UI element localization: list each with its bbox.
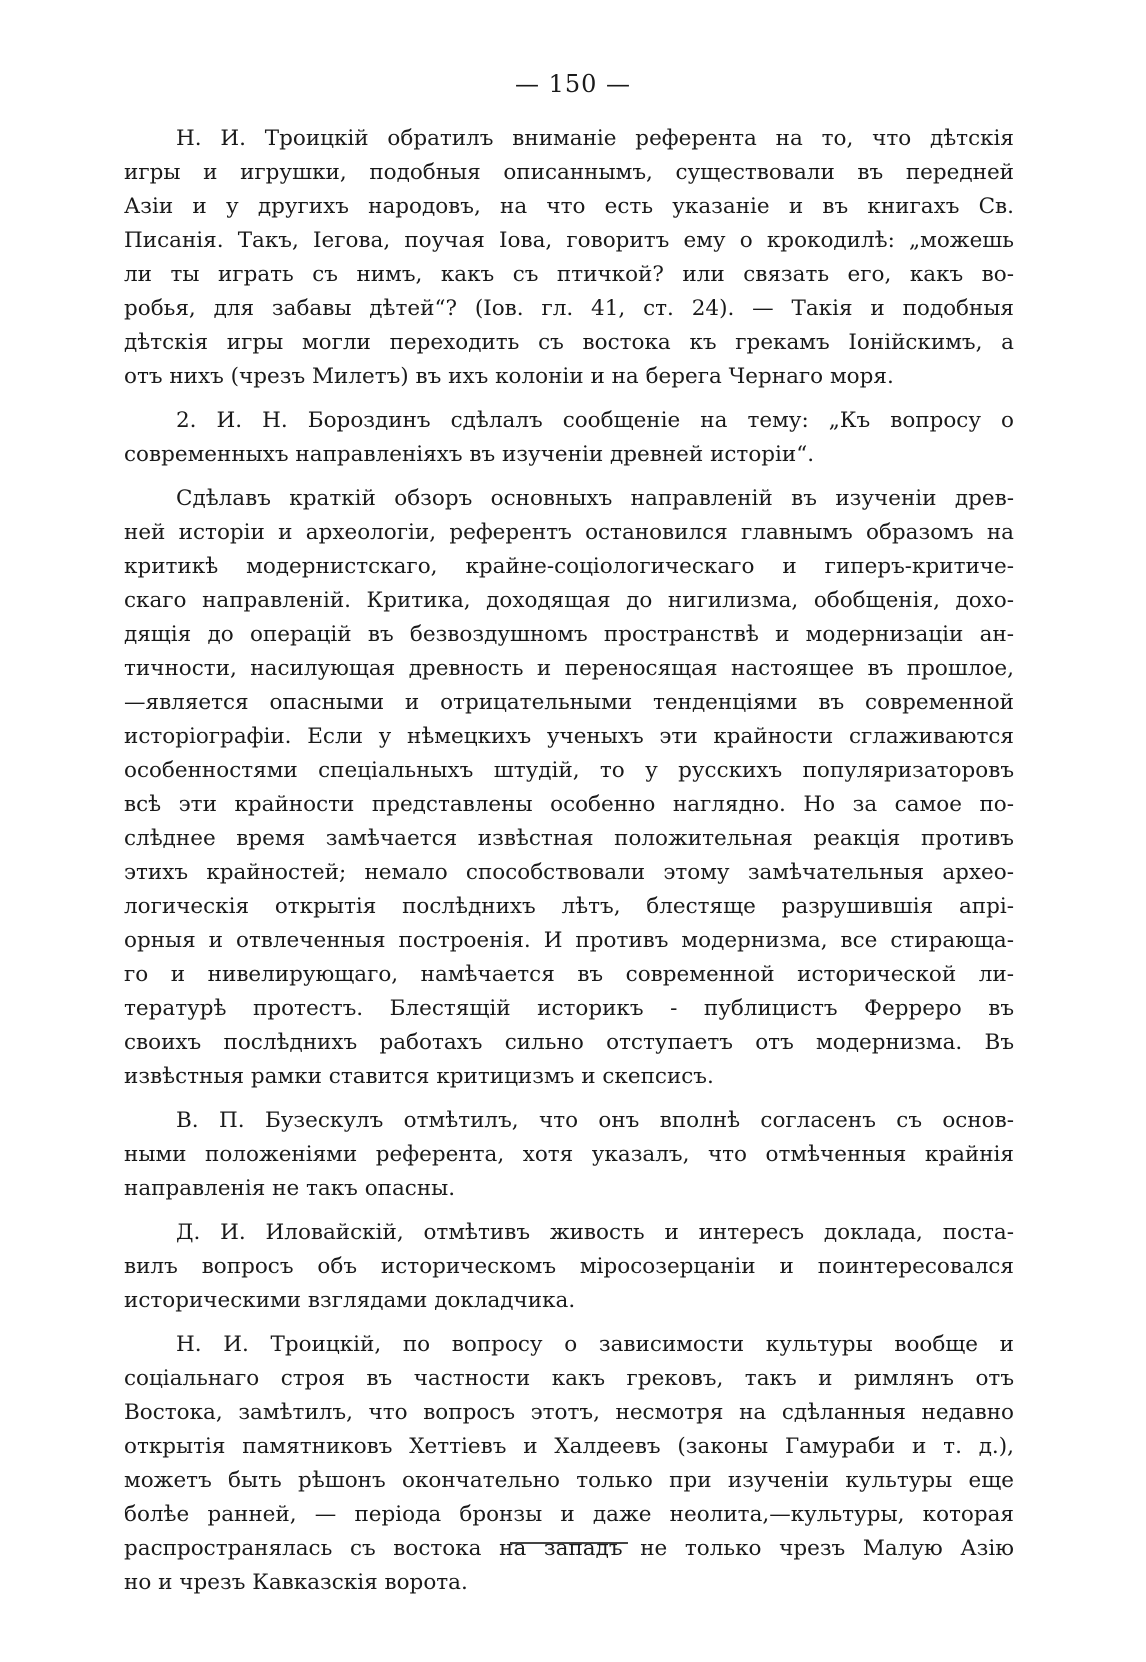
- paragraph: [124, 1104, 1014, 1206]
- text-line: исторіографіи. Если у нѣмецкихъ ученыхъ эти крайности сглаживаются: [124, 724, 1014, 749]
- text-line: го и нивелирующаго, намѣчается въ современной исторической ли-: [124, 962, 1014, 987]
- text-line: —является опасными и отрицательными тенденціями въ современной: [124, 690, 1014, 715]
- paragraph: [124, 1216, 1014, 1318]
- text-line: слѣднее время замѣчается извѣстная положительная реакція противъ: [124, 826, 1014, 851]
- text-line: извѣстныя рамки ставится критицизмъ и скепсисъ.: [124, 1064, 714, 1089]
- text-line: робья, для забавы дѣтей“? (Іов. гл. 41, ст. 24). — Такія и подобныя: [124, 296, 1014, 321]
- paragraph: [124, 122, 1014, 394]
- page-number: — 150 —: [514, 70, 632, 98]
- text-line: игры и игрушки, подобныя описаннымъ, существовали въ передней: [124, 160, 1014, 185]
- text-line: соціальнаго строя въ частности какъ грековъ, такъ и римлянъ отъ: [124, 1366, 1014, 1391]
- text-line: Н. И. Троицкій, по вопросу о зависимости культуры вообще и: [176, 1332, 1014, 1357]
- text-line: направленія не такъ опасны.: [124, 1176, 456, 1201]
- text-line: болѣе ранней, — періода бронзы и даже неолита,—культуры, которая: [124, 1502, 1014, 1527]
- text-line: тературѣ протестъ. Блестящій историкъ - публицистъ Ферреро въ: [124, 996, 1014, 1021]
- text-line: Н. И. Троицкій обратилъ вниманіе референта на то, что дѣтскія: [176, 126, 1014, 151]
- text-line: Писанія. Такъ, Іегова, поучая Іова, говоритъ ему о крокодилѣ: „можешь: [124, 228, 1014, 253]
- text-line: ными положеніями референта, хотя указалъ, что отмѣченныя крайнія: [124, 1142, 1014, 1167]
- end-rule: [510, 1542, 628, 1544]
- text-line: орныя и отвлеченныя построенія. И противъ модернизма, все стирающа-: [124, 928, 1014, 953]
- text-line: распространялась съ востока на западъ не только чрезъ Малую Азію: [124, 1536, 1014, 1561]
- text-line: этихъ крайностей; немало способствовали этому замѣчательныя архео-: [124, 860, 1014, 885]
- text-line: дѣтскія игры могли переходить съ востока къ грекамъ Іонійскимъ, а: [124, 330, 1014, 355]
- text-line: современныхъ направленіяхъ въ изученіи древней исторіи“.: [124, 442, 815, 467]
- text-line: В. П. Бузескулъ отмѣтилъ, что онъ вполнѣ согласенъ съ основ-: [176, 1108, 1014, 1133]
- text-line: 2. И. Н. Бороздинъ сдѣлалъ сообщеніе на тему: „Къ вопросу о: [176, 408, 1014, 433]
- paragraph: [124, 1328, 1014, 1600]
- text-line: историческими взглядами докладчика.: [124, 1288, 576, 1313]
- text-line: открытія памятниковъ Хеттіевъ и Халдеевъ (законы Гамураби и т. д.),: [124, 1434, 1014, 1459]
- text-line: всѣ эти крайности представлены особенно наглядно. Но за самое по-: [124, 792, 1014, 817]
- text-line: Сдѣлавъ краткій обзоръ основныхъ направленій въ изученіи древ-: [176, 486, 1014, 511]
- paragraph-gap: [124, 1206, 1014, 1216]
- paragraph-gap: [124, 472, 1014, 482]
- text-line: дящія до операцій въ безвоздушномъ пространствѣ и модернизаціи ан-: [124, 622, 1014, 647]
- text-line: Азіи и у другихъ народовъ, на что есть указаніе и въ книгахъ Св.: [124, 194, 1014, 219]
- body-text: [124, 122, 1014, 1600]
- text-line: вилъ вопросъ объ историческомъ міросозерцаніи и поинтересовался: [124, 1254, 1014, 1279]
- text-line: критикѣ модернистскаго, крайне-соціологическаго и гиперъ-критиче-: [124, 554, 1014, 579]
- text-line: скаго направленій. Критика, доходящая до нигилизма, обобщенія, дохо-: [124, 588, 1014, 613]
- paragraph-gap: [124, 394, 1014, 404]
- text-line: Востока, замѣтилъ, что вопросъ этотъ, несмотря на сдѣланныя недавно: [124, 1400, 1014, 1425]
- text-line: тичности, насилующая древность и переносящая настоящее въ прошлое,: [124, 656, 1014, 681]
- text-line: ли ты играть съ нимъ, какъ съ птичкой? или связать его, какъ во-: [124, 262, 1014, 287]
- text-line: можетъ быть рѣшонъ окончательно только при изученіи культуры еще: [124, 1468, 1014, 1493]
- paragraph-gap: [124, 1094, 1014, 1104]
- paragraph-gap: [124, 1318, 1014, 1328]
- text-line: особенностями спеціальныхъ штудій, то у русскихъ популяризаторовъ: [124, 758, 1014, 783]
- text-line: логическія открытія послѣднихъ лѣтъ, блестяще разрушившія апрі-: [124, 894, 1014, 919]
- text-line: отъ нихъ (чрезъ Милетъ) въ ихъ колоніи и на берега Чернаго моря.: [124, 364, 894, 389]
- paragraph: [124, 404, 1014, 472]
- text-line: ней исторіи и археологіи, референтъ остановился главнымъ образомъ на: [124, 520, 1014, 545]
- text-line: но и чрезъ Кавказскія ворота.: [124, 1570, 468, 1595]
- paragraph: [124, 482, 1014, 1094]
- text-line: Д. И. Иловайскій, отмѣтивъ живость и интересъ доклада, поста-: [176, 1220, 1014, 1245]
- text-line: своихъ послѣднихъ работахъ сильно отступаетъ отъ модернизма. Въ: [124, 1030, 1014, 1055]
